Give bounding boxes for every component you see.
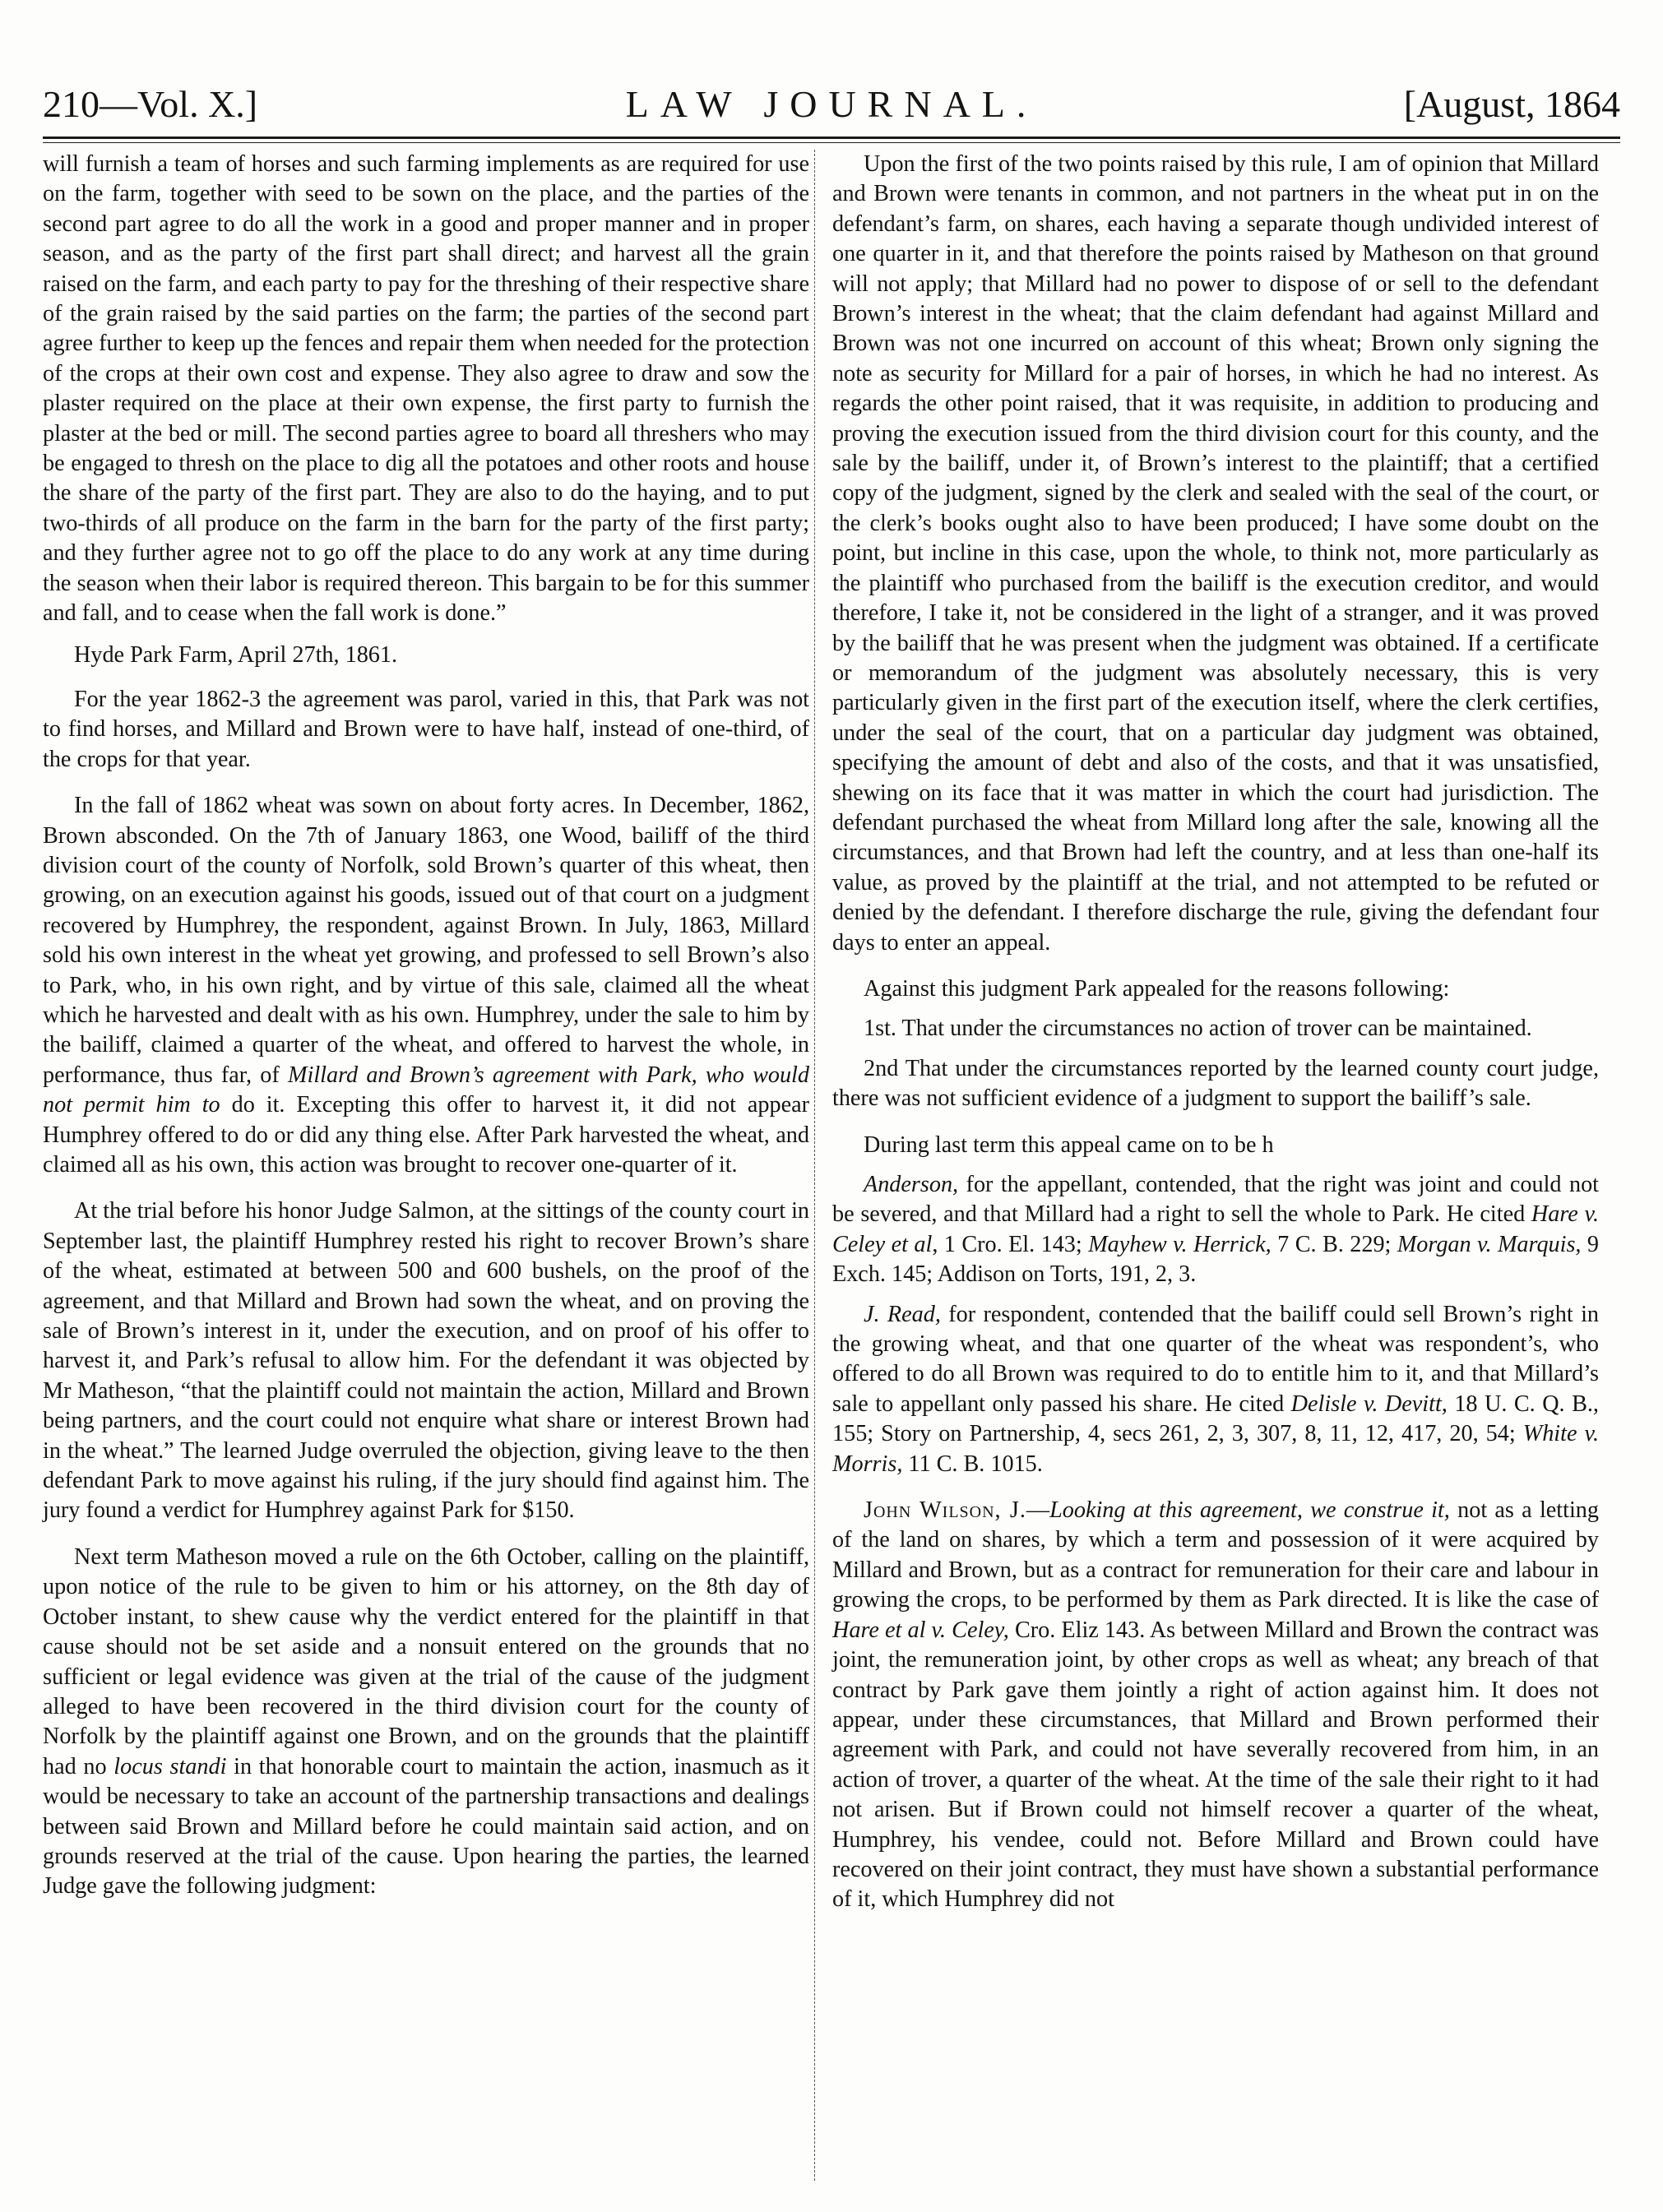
column-divider [814, 150, 815, 2181]
header-rule-thin [43, 142, 1620, 143]
appeal-intro: Against this judgment Park appealed for the reasons following: [864, 975, 1450, 1002]
appeal-reason-1: 1st. That under the circumstances no action of trover can be maintained. [864, 1016, 1532, 1042]
agreement-date: Hyde Park Farm, April 27th, 1861. [74, 641, 398, 668]
left-column [43, 150, 809, 1912]
paragraph-trial: At the trial before his honor Judge Salmon, at the sittings of the county court in September last, the plaintiff Humphrey rested his right to recover Brown’s share of the wheat, estimated at between 500 and 600 bushels, on the proof of the agreement, and that Millard and Brown had sown the wheat, and on proving the sale of Brown’s interest in it, under the execution, and on proof of his offer to harvest it, and Park’s refusal to allow him. For the defendant it was objected by Mr Matheson, “that the plaintiff could not maintain the action, Millard and Brown being partners, and the court could not enquire what share or interest Brown had in the wheat.” The learned Judge overruled the objection, giving leave to the then defendant Park to move against his ruling, if the jury should find against him. The jury found a verdict for Humphrey against Park for $150. [43, 1198, 810, 1524]
agreement-text: will furnish a team of horses and such farming implements as are required for use on the farm, together with seed to be sown on the place, and the parties of the second part agree to do all the work in a good and proper manner and in proper season, and as the party of the first part shall direct; and harvest all the grain raised on the farm, and each party to pay for the threshing of their respective share of the grain raised by the said parties on the farm; the parties of the second part agree further to keep up the fences and repair them when needed for the protection of the crops at their own cost and expense. They also agree to draw and sow the plaster required on the place at their own expense, the first party to furnish the plaster at the bed or mill. The second parties agree to board all threshers who may be engaged to thresh on the place to dig all the potatoes and other roots and house the share of the party of the first part. They are also to do the haying, and to put two-thirds of all produce on the farm in the barn for the party of the first party; and they further agree not to go off the place to do any work at any time during the season when their labor is required thereon. This bargain to be for this summer and fall, and to cease when the fall work is done.” [43, 151, 809, 627]
page-volume: 210—Vol. X.] [43, 83, 258, 125]
journal-title: LAW JOURNAL. [625, 83, 1038, 125]
issue-date: [August, 1864 [1403, 83, 1620, 125]
paragraph-facts: In the fall of 1862 wheat was sown on about forty acres. In December, 1862, Brown absconded. On the 7th of January 1863, one Wood, bailiff of the third division court of the county of Norfolk, sold Brown’s quarter of this wheat, then growing, on an execution against his goods, issued out of that court on a judgment recovered by Humphrey, the respondent, against Brown. In July, 1863, Millard sold his own interest in the wheat yet growing, and professed to sell Brown’s also to Park, who, in his own right, and by virtue of this sale, claimed all the wheat which he harvested and dealt with as his own. Humphrey, under the sale to him by the bailiff, claimed a quarter of the wheat, and offered to harvest the whole, in performance, thus far, of Millard and Brown’s agreement with Park, who would not permit him to do it. Excepting this offer to harvest it, it did not appear Humphrey offered to do or did any thing else. After Park harvested the wheat, and claimed all as his own, this action was brought to recover one-quarter of it. [43, 793, 809, 1178]
paragraph-parol: For the year 1862-3 the agreement was parol, varied in this, that Park was not to find horses, and Millard and Brown were to have half, instead of one-third, of the crops for that year. [43, 686, 809, 772]
appellant-argument: Anderson, for the appellant, contended, that the right was joint and could not be severed, and that Millard had a right to sell the whole to Park. He cited Hare v. Celey et al, 1 Cro. El. 143; Mayhew v. Herrick, 7 C. B. 229; Morgan v. Marquis, 9 Exch. 145; Addison on Torts, 191, 2, 3. [832, 1172, 1600, 1288]
right-column [832, 150, 1599, 1925]
respondent-argument: J. Read, for respondent, contended that the bailiff could sell Brown’s right in the growing wheat, and that one quarter of the wheat was respondent’s, who offered to do all Brown was required to do to entitle him to it, and that Millard’s sale to appellant only passed his share. He cited Delisle v. Devitt, 18 U. C. Q. B., 155; Story on Partnership, 4, secs 261, 2, 3, 307, 8, 11, 12, 417, 20, 54; White v. Morris, 11 C. B. 1015. [832, 1301, 1599, 1477]
header-rule-thick [43, 137, 1620, 139]
judgment-text: Upon the first of the two points raised by this rule, I am of opinion that Millard and Brown were tenants in common, and not partners in the wheat put in on the defendant’s farm, on shares, each having a separate though undivided interest of one quarter in it, and that therefore the points raised by Matheson on that ground will not apply; that Millard had no power to dispose of or sell to the defendant Brown’s interest in the wheat; that the claim defendant had against Millard and Brown was not one incurred on account of this wheat; Brown only signing the note as security for Millard for a pair of horses, in which he had no interest. As regards the other point raised, that it was requisite, in addition to producing and proving the execution issued from the third division court for this county, and the sale by the bailiff, under it, of Brown’s interest to the plaintiff; that a certified copy of the judgment, signed by the clerk and sealed with the seal of the court, or the clerk’s books ought also to have been produced; I have some doubt on the point, but incline in this case, upon the whole, to think not, more particularly as the plaintiff who purchased from the bailiff is the execution creditor, and would therefore, I take it, not be considered in the light of a stranger, and it was proved by the bailiff that he was present when the judgment was obtained. If a certificate or memorandum of the judgment was absolutely necessary, this is very particularly given in the first part of the execution itself, where the clerk certifies, under the seal of the court, that on a particular day judgment was obtained, specifying the amount of debt and also of the costs, and that it was unsatisfied, shewing on its face that it was matter in which the court had jurisdiction. The defendant purchased the wheat from Millard long after the sale, knowing all the circumstances, and that Brown had left the country, and at less than one-half its value, as proved by the plaintiff at the trial, and not attempted to be refuted or denied by the defendant. I therefore discharge the rule, giving the defendant four days to enter an appeal. [832, 151, 1599, 956]
paragraph-motion: Next term Matheson moved a rule on the 6th October, calling on the plaintiff, upon notice of the rule to be given to him or his attorney, on the 8th day of October instant, to shew cause why the verdict entered for the plaintiff in that cause should not be set aside and a nonsuit entered on the grounds that no sufficient or legal evidence was given at the trial of the cause of the judgment alleged to have been recovered in the third division court for the county of Norfolk by the plaintiff against one Brown, and on the grounds that the plaintiff had no locus standi in that honorable court to maintain the action, inasmuch as it would be necessary to take an account of the partnership transactions and dealings between said Brown and Millard before he could maintain said action, and on grounds reserved at the trial of the cause. Upon hearing the parties, the learned Judge gave the following judgment: [43, 1543, 810, 1900]
court-opinion: John Wilson, J.—Looking at this agreement, we construe it, not as a letting of the land on shares, by which a term and possession of it were acquired by Millard and Brown, but as a contract for remuneration for their care and labour in growing the crops, to be performed by them as Park directed. It is like the case of Hare et al v. Celey, Cro. Eliz 143. As between Millard and Brown the contract was joint, the remuneration joint, by other crops as well as wheat; any breach of that contract by Park gave them jointly a right of action against him. It does not appear, under these circumstances, that Millard and Brown performed their agreement with Park, and could not have severally recovered from him, in an action of trover, a quarter of the wheat. At the time of the sale their right to it had not arisen. But if Brown could not himself recover a quarter of the wheat, Humphrey, his vendee, could not. Before Millard and Brown could have recovered on their joint contract, they must have shown a substantial performance of it, which Humphrey did not [832, 1497, 1600, 1913]
appeal-reason-2: 2nd That under the circumstances reported by the learned county court judge, there was not sufficient evidence of a judgment to support the bailiff’s sale. [832, 1055, 1599, 1112]
appeal-hearing: During last term this appeal came on to be h [864, 1131, 1274, 1158]
page-header [43, 76, 1620, 133]
